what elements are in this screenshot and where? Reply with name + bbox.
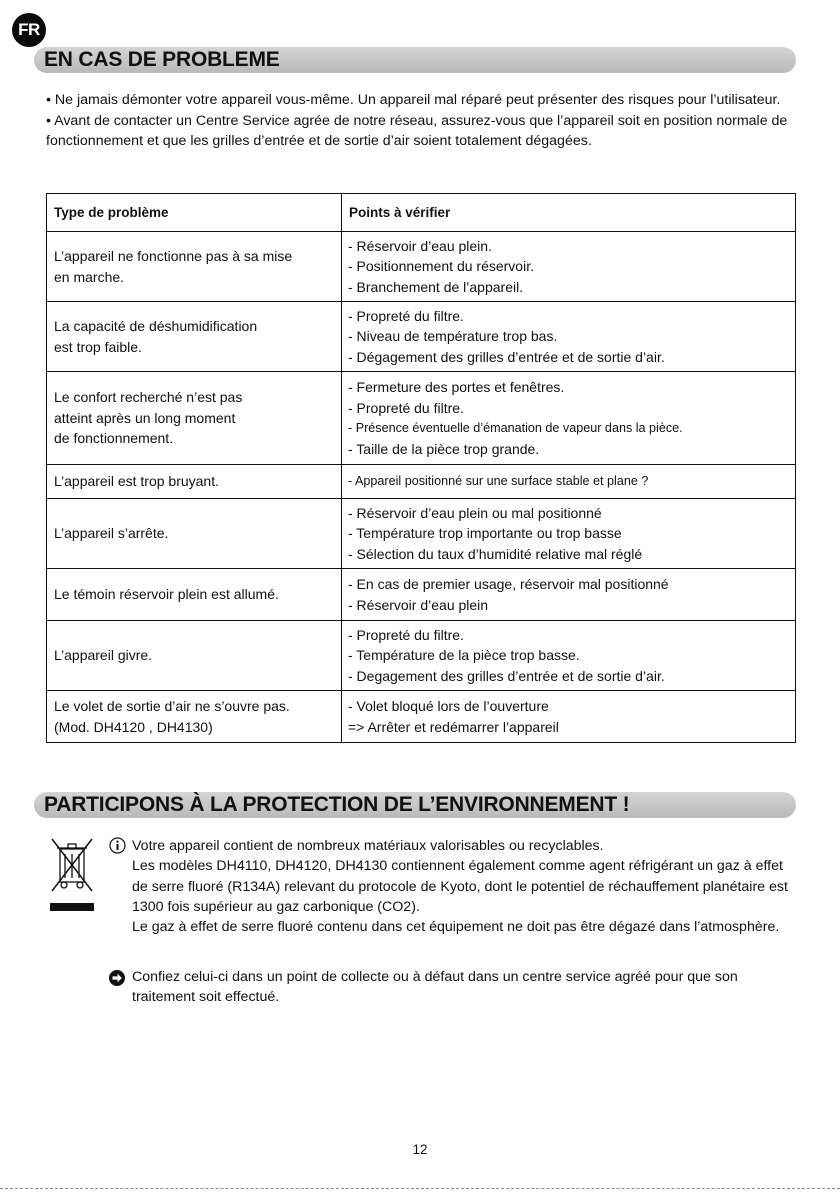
check-line: - Propreté du filtre. [348,307,464,324]
checks-cell [342,372,796,465]
problem-line: L’appareil givre. [54,647,153,664]
section-title: EN CAS DE PROBLEME [44,48,280,71]
problem-cell [47,621,342,691]
check-line: - Réservoir d’eau plein. [348,237,492,254]
section-header-environment [34,792,796,818]
check-line: - Positionnement du réservoir. [348,258,534,275]
problem-line: Le volet de sortie d’air ne s’ouvre pas. [54,698,290,714]
problem-cell [47,232,342,302]
checks-cell [342,302,796,372]
disposal-tip: Confiez celui-ci dans un point de collecte ou à défaut dans un centre service agréé pour que son traitement soit effectué. [132,969,738,1006]
env-paragraph-2: Les modèles DH4110, DH4120, DH4130 contiennent également comme agent réfrigérant un gaz à effet de serre fluoré (R134A) relevant du protocole de Kyoto, dont le potentiel de réchauffement planétaire est 1300 fois supérieur au gaz carbonique (CO2). [132,858,788,915]
check-line: - Taille de la pièce trop grande. [348,440,540,457]
table-row [47,302,796,372]
problem-cell [47,465,342,499]
table-row [47,232,796,302]
check-line: - Branchement de l’appareil. [348,278,524,295]
checks-cell [342,465,796,499]
problem-line: Le témoin réservoir plein est allumé. [54,586,279,603]
check-line: - Dégagement des grilles d’entrée et de sortie d’air. [348,348,665,365]
problem-line: en marche. [54,268,125,285]
problem-cell [47,499,342,569]
checks-cell [342,569,796,621]
troubleshooting-table [46,193,796,743]
intro-paragraph-2: • Avant de contacter un Centre Service agrée de notre réseau, assurez-vous que l’appareil soit en position normale de fonctionnement et que les grilles d’entrée et de sortie d’air soient totalement dégagées. [46,112,788,149]
checks-cell [342,691,796,743]
intro-paragraph-1: • Ne jamais démonter votre appareil vous-même. Un appareil mal réparé peut présenter des risques pour l’utilisateur. [46,92,781,108]
column-header-checks: Points à vérifier [342,194,796,232]
checks-cell [342,499,796,569]
check-line: - Propreté du filtre. [348,399,464,416]
problem-line: est trop faible. [54,338,142,355]
table-row [47,621,796,691]
check-line: => Arrêter et redémarrer l’appareil [348,718,559,735]
check-line: - Sélection du taux d’humidité relative mal réglé [348,545,643,562]
check-line: - Propreté du filtre. [348,626,464,643]
crossed-bin-icon [46,835,98,913]
check-line: - En cas de premier usage, réservoir mal positionné [348,576,669,592]
intro-text [46,90,798,152]
table-row [47,499,796,569]
problem-cell [47,569,342,621]
table-row [47,465,796,499]
page-number: 12 [412,1142,428,1157]
check-line: - Température de la pièce trop basse. [348,647,580,664]
check-line: - Présence éventuelle d’émanation de vapeur dans la pièce. [348,421,683,435]
arrow-right-icon [109,970,125,986]
table-row [47,691,796,743]
problem-line: de fonctionnement. [54,430,174,447]
problem-cell [47,372,342,465]
table-header-row [47,194,796,232]
check-line: - Degagement des grilles d’entrée et de sortie d’air. [348,667,665,684]
problem-line: L’appareil ne fonctionne pas à sa mise [54,248,293,264]
table-row [47,372,796,465]
problem-line: L’appareil s’arrête. [54,525,169,542]
section-title: PARTICIPONS À LA PROTECTION DE L’ENVIRONNEMENT ! [44,793,630,816]
problem-cell [47,302,342,372]
problem-line: (Mod. DH4120 , DH4130) [54,718,213,735]
check-line: - Réservoir d’eau plein [348,596,489,613]
problem-line: atteint après un long moment [54,409,236,426]
page-bottom-rule [0,1188,840,1189]
checks-cell [342,621,796,691]
section-header-problems [34,47,796,73]
environment-info [132,836,802,937]
column-header-problem: Type de problème [47,194,342,232]
check-line: - Fermeture des portes et fenêtres. [348,379,565,395]
check-line: - Niveau de température trop bas. [348,328,558,345]
language-badge: FR [12,13,46,47]
problem-line: Le confort recherché n’est pas [54,389,243,406]
env-paragraph-3: Le gaz à effet de serre fluoré contenu dans cet équipement ne doit pas être dégazé dans l’atmosphère. [132,919,780,936]
checks-cell [342,232,796,302]
check-line: - Appareil positionné sur une surface stable et plane ? [348,474,649,489]
problem-line: L’appareil est trop bruyant. [54,473,219,490]
check-line: - Volet bloqué lors de l’ouverture [348,698,549,714]
info-icon [109,837,126,854]
table-row [47,569,796,621]
check-line: - Réservoir d’eau plein ou mal positionné [348,504,602,521]
problem-line: La capacité de déshumidification [54,318,258,334]
env-paragraph-1: Votre appareil contient de nombreux matériaux valorisables ou recyclables. [132,838,604,854]
problem-cell [47,691,342,743]
check-line: - Température trop importante ou trop basse [348,525,622,542]
